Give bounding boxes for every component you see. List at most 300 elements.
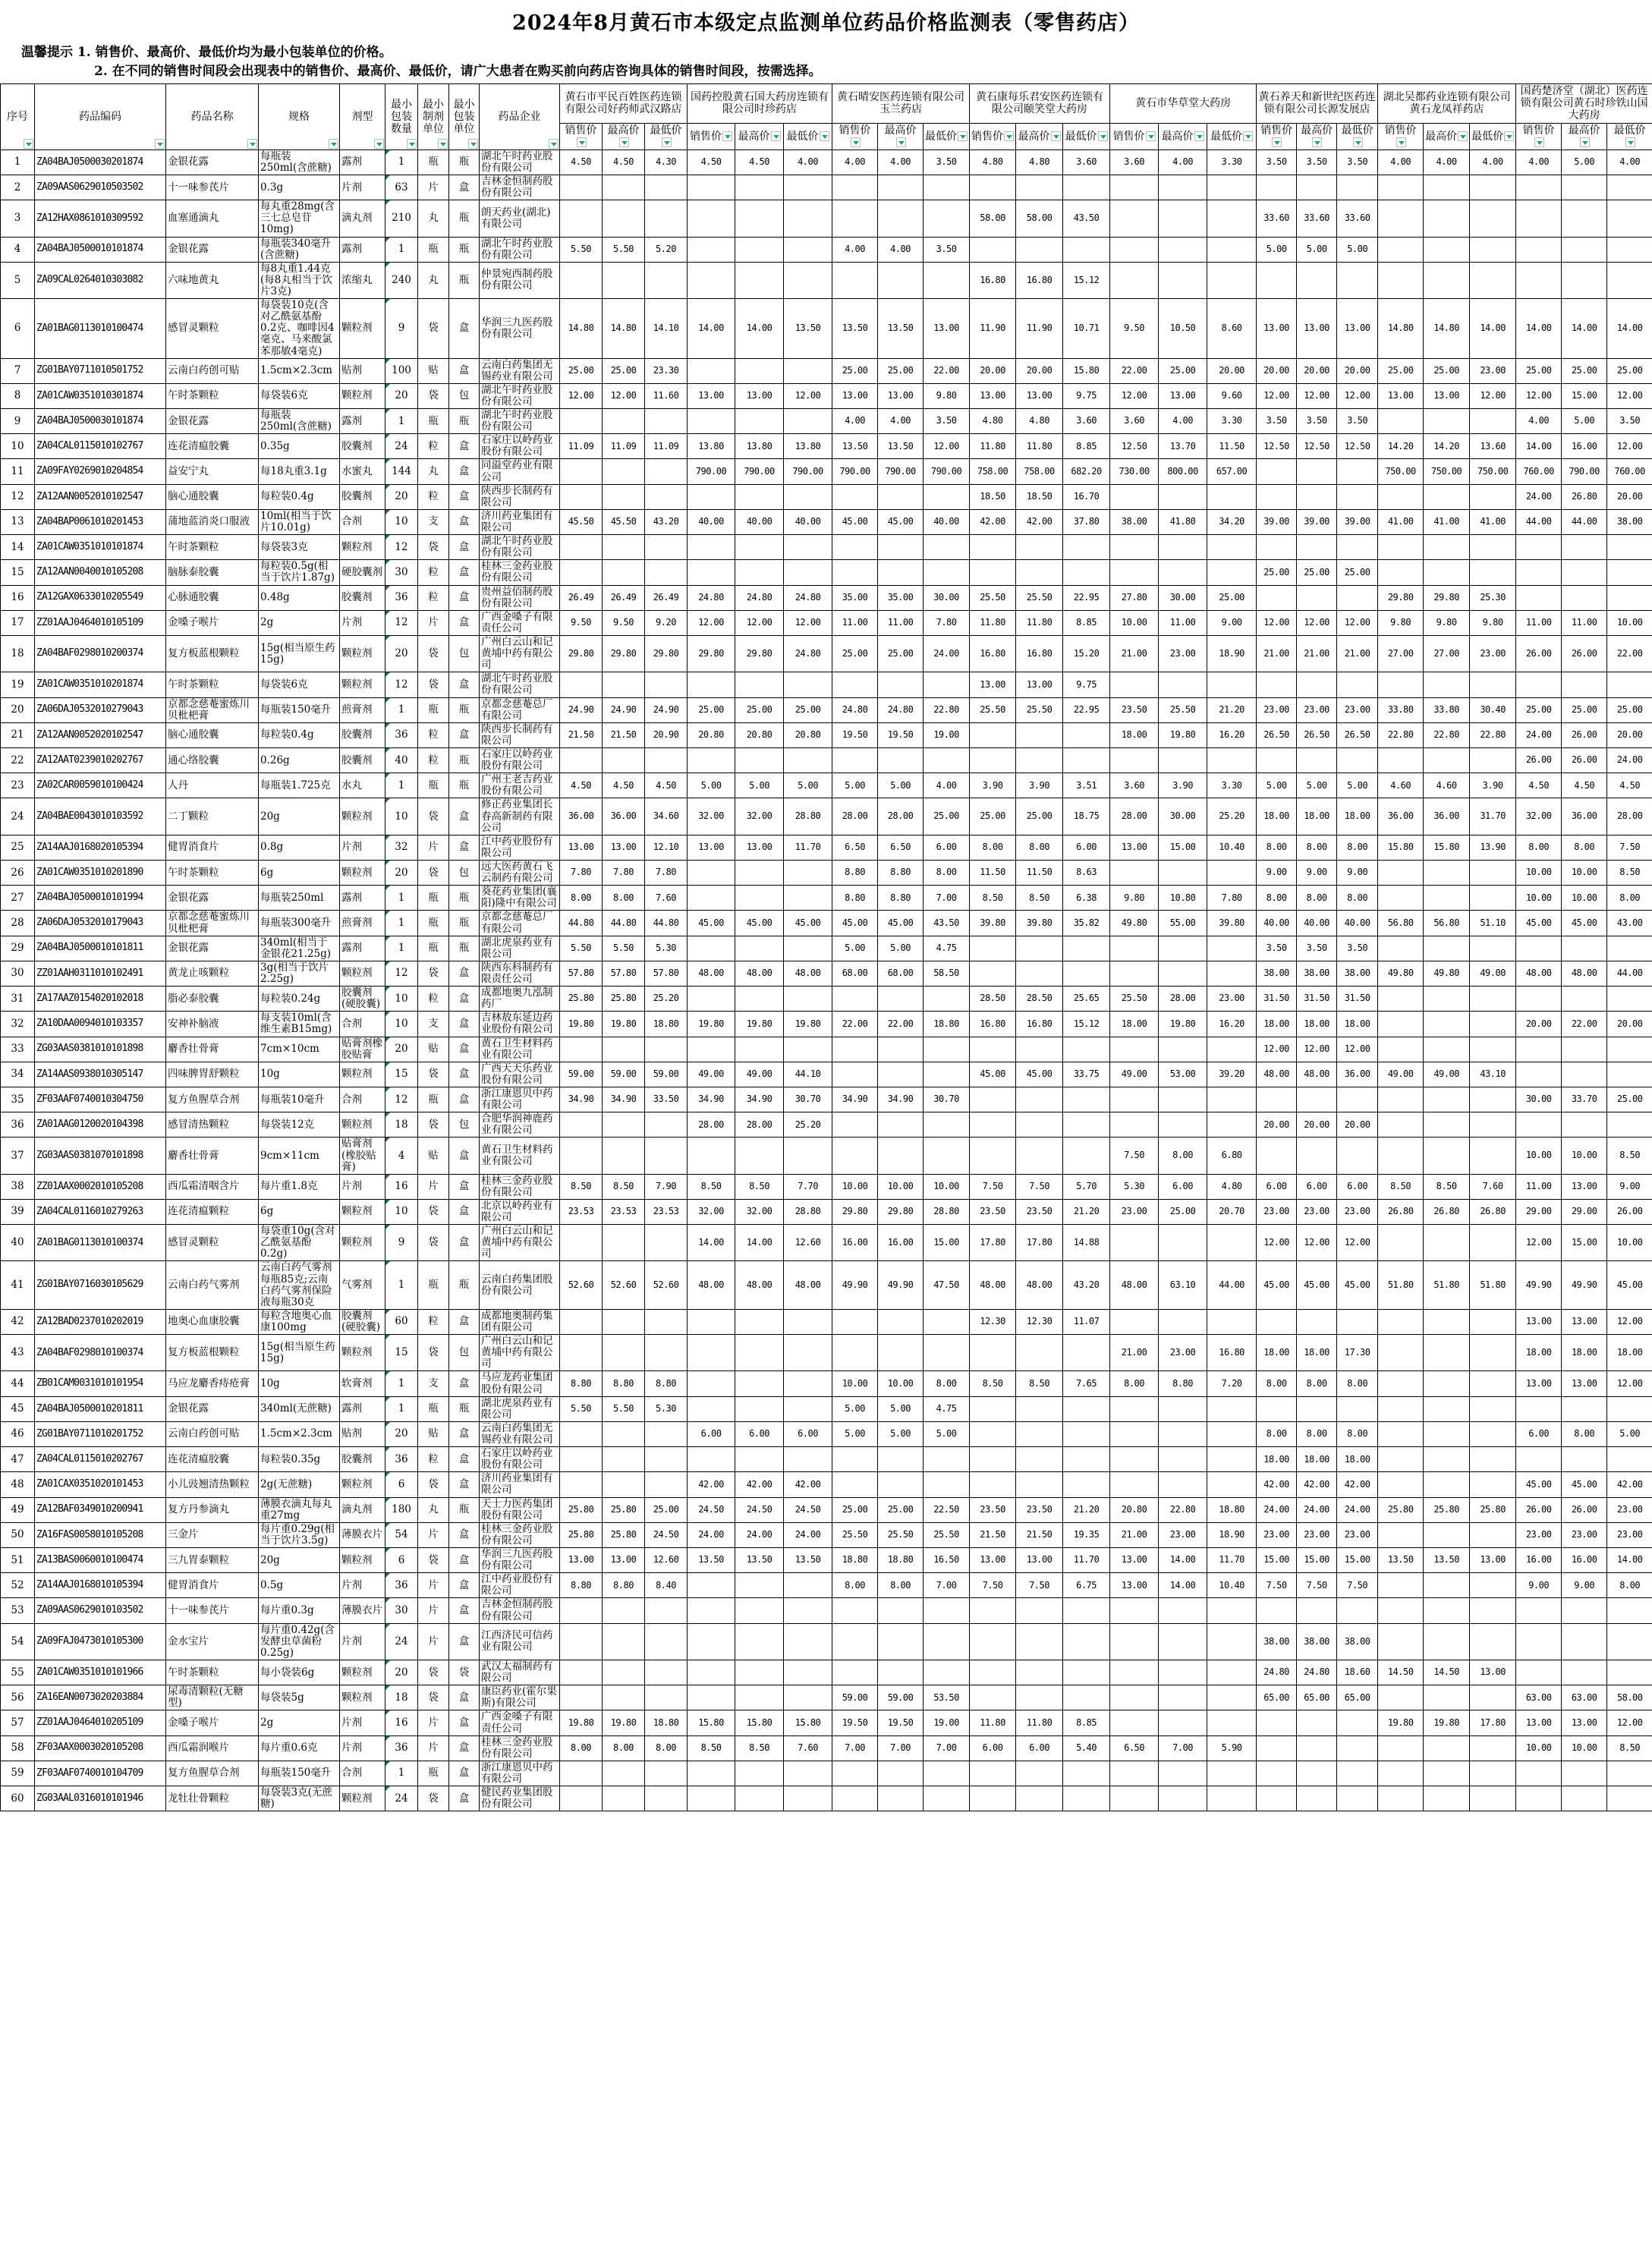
cell-dosage-form[interactable]: 浓缩丸 — [340, 262, 385, 298]
price-cell[interactable]: 36.00 — [1378, 798, 1424, 835]
cell-dosage-form[interactable]: 片剂 — [340, 1710, 385, 1735]
price-cell[interactable] — [1607, 535, 1652, 560]
price-cell[interactable]: 45.00 — [832, 509, 878, 534]
price-cell[interactable]: 12.00 — [1297, 383, 1337, 408]
price-cell[interactable] — [1470, 1786, 1516, 1811]
cell-company[interactable]: 湖北午时药业股份有限公司 — [480, 149, 560, 175]
cell-drug-code[interactable]: ZA09FAY0269010204854 — [35, 459, 166, 484]
cell-min-prep-unit[interactable]: 丸 — [418, 459, 449, 484]
price-cell[interactable] — [1297, 748, 1337, 773]
cell-seq[interactable]: 11 — [1, 459, 35, 484]
price-cell[interactable] — [832, 484, 878, 509]
price-cell[interactable]: 12.00 — [1337, 1037, 1378, 1062]
cell-min-pack-unit[interactable]: 瓶 — [449, 911, 480, 936]
cell-min-pack-qty[interactable]: 36 — [385, 722, 418, 747]
cell-company[interactable]: 广州白云山和记黄埔中药有限公司 — [480, 636, 560, 672]
cell-company[interactable]: 武汉太福制药有限公司 — [480, 1660, 560, 1685]
price-cell[interactable]: 33.60 — [1297, 200, 1337, 237]
price-cell[interactable]: 23.00 — [1297, 1522, 1337, 1547]
cell-min-pack-unit[interactable]: 瓶 — [449, 886, 480, 911]
price-cell[interactable]: 8.00 — [1257, 835, 1297, 860]
price-cell[interactable] — [735, 1786, 784, 1811]
price-cell[interactable]: 19.50 — [878, 722, 924, 747]
price-cell[interactable] — [1378, 560, 1424, 585]
price-cell[interactable]: 790.00 — [878, 459, 924, 484]
price-cell[interactable] — [1016, 1138, 1063, 1174]
price-cell[interactable]: 16.80 — [1016, 262, 1063, 298]
price-cell[interactable] — [832, 535, 878, 560]
cell-min-prep-unit[interactable]: 贴 — [418, 1037, 449, 1062]
price-cell[interactable] — [832, 1112, 878, 1138]
cell-min-pack-qty[interactable]: 18 — [385, 1112, 418, 1138]
price-cell[interactable]: 57.80 — [645, 961, 688, 986]
price-cell[interactable]: 47.50 — [924, 1261, 970, 1309]
price-cell[interactable]: 23.00 — [1297, 697, 1337, 722]
cell-drug-name[interactable]: 脑心通胶囊 — [166, 484, 259, 509]
price-cell[interactable] — [924, 484, 970, 509]
cell-dosage-form[interactable]: 薄膜衣片 — [340, 1522, 385, 1547]
price-cell[interactable]: 26.00 — [1516, 636, 1562, 672]
price-cell[interactable] — [1424, 860, 1470, 885]
cell-company[interactable]: 吉林金恒制药股份有限公司 — [480, 175, 560, 200]
price-cell[interactable]: 25.80 — [1424, 1497, 1470, 1522]
price-cell[interactable]: 4.50 — [603, 149, 645, 175]
price-cell[interactable]: 7.80 — [924, 610, 970, 635]
price-cell[interactable] — [924, 1309, 970, 1334]
price-cell[interactable] — [688, 1447, 735, 1472]
price-cell[interactable]: 34.90 — [688, 1087, 735, 1112]
price-cell[interactable]: 13.60 — [1470, 434, 1516, 459]
price-cell[interactable]: 25.20 — [1207, 798, 1257, 835]
price-cell[interactable]: 11.07 — [1063, 1309, 1110, 1334]
price-cell[interactable] — [1562, 1447, 1607, 1472]
cell-drug-code[interactable]: ZA01CAW0351010101874 — [35, 535, 166, 560]
price-cell[interactable]: 45.00 — [1607, 1261, 1652, 1309]
cell-seq[interactable]: 10 — [1, 434, 35, 459]
price-cell[interactable]: 8.50 — [603, 1174, 645, 1199]
price-cell[interactable]: 10.00 — [1562, 1138, 1607, 1174]
price-cell[interactable] — [1016, 1421, 1063, 1446]
price-cell[interactable] — [1337, 459, 1378, 484]
price-cell[interactable]: 63.00 — [1562, 1685, 1607, 1710]
cell-min-prep-unit[interactable]: 粒 — [418, 722, 449, 747]
cell-seq[interactable]: 53 — [1, 1598, 35, 1623]
cell-min-pack-qty[interactable]: 1 — [385, 697, 418, 722]
cell-min-prep-unit[interactable]: 片 — [418, 610, 449, 635]
price-cell[interactable] — [970, 237, 1016, 262]
price-cell[interactable]: 12.00 — [784, 383, 832, 408]
price-cell[interactable] — [878, 1786, 924, 1811]
price-cell[interactable] — [1159, 560, 1207, 585]
price-cell[interactable]: 42.00 — [1257, 1472, 1297, 1497]
price-cell[interactable]: 5.00 — [1562, 149, 1607, 175]
price-cell[interactable] — [1063, 1472, 1110, 1497]
cell-min-pack-qty[interactable]: 20 — [385, 860, 418, 885]
price-cell[interactable]: 23.00 — [1607, 1522, 1652, 1547]
price-cell[interactable]: 22.00 — [832, 1012, 878, 1037]
price-cell[interactable]: 15.80 — [1378, 835, 1424, 860]
price-cell[interactable]: 25.00 — [970, 798, 1016, 835]
price-cell[interactable]: 5.00 — [878, 936, 924, 961]
price-cell[interactable]: 5.50 — [560, 237, 603, 262]
price-cell[interactable]: 24.80 — [832, 697, 878, 722]
price-cell[interactable] — [1516, 672, 1562, 697]
price-cell[interactable]: 10.71 — [1063, 299, 1110, 359]
cell-min-pack-unit[interactable]: 瓶 — [449, 262, 480, 298]
price-cell[interactable]: 16.00 — [1562, 1548, 1607, 1573]
cell-min-pack-unit[interactable]: 瓶 — [449, 697, 480, 722]
price-cell[interactable]: 3.50 — [1257, 409, 1297, 434]
cell-dosage-form[interactable]: 片剂 — [340, 1573, 385, 1598]
price-cell[interactable] — [1470, 936, 1516, 961]
price-cell[interactable]: 13.00 — [970, 383, 1016, 408]
price-cell[interactable]: 19.35 — [1063, 1522, 1110, 1547]
price-cell[interactable] — [878, 1598, 924, 1623]
price-cell[interactable] — [1378, 987, 1424, 1012]
price-cell[interactable]: 11.09 — [645, 434, 688, 459]
cell-min-pack-qty[interactable]: 32 — [385, 835, 418, 860]
cell-min-pack-qty[interactable]: 36 — [385, 585, 418, 610]
price-cell[interactable] — [832, 672, 878, 697]
price-cell[interactable]: 22.00 — [1562, 1012, 1607, 1037]
price-cell[interactable]: 10.00 — [1562, 1735, 1607, 1761]
cell-spec[interactable]: 每瓶装1.725克 — [259, 773, 340, 798]
price-cell[interactable] — [832, 1660, 878, 1685]
price-cell[interactable]: 43.20 — [645, 509, 688, 534]
cell-min-pack-qty[interactable]: 1 — [385, 237, 418, 262]
cell-company[interactable]: 江西济民可信药业有限公司 — [480, 1623, 560, 1660]
cell-min-prep-unit[interactable]: 瓶 — [418, 1261, 449, 1309]
price-cell[interactable]: 8.00 — [1257, 1421, 1297, 1446]
price-cell[interactable]: 68.00 — [832, 961, 878, 986]
price-cell[interactable] — [1516, 1786, 1562, 1811]
price-cell[interactable]: 10.00 — [1516, 886, 1562, 911]
price-cell[interactable] — [645, 1447, 688, 1472]
price-cell[interactable]: 24.90 — [603, 697, 645, 722]
price-cell[interactable] — [1257, 1735, 1297, 1761]
price-cell[interactable]: 13.50 — [832, 434, 878, 459]
cell-min-pack-qty[interactable]: 15 — [385, 1335, 418, 1371]
price-cell[interactable] — [1207, 1761, 1257, 1786]
cell-min-pack-unit[interactable]: 盒 — [449, 175, 480, 200]
cell-min-pack-unit[interactable]: 盒 — [449, 1735, 480, 1761]
price-cell[interactable]: 14.88 — [1063, 1225, 1110, 1261]
price-cell[interactable]: 9.80 — [924, 383, 970, 408]
price-cell[interactable]: 11.09 — [603, 434, 645, 459]
price-cell[interactable]: 6.50 — [1110, 1735, 1159, 1761]
price-cell[interactable] — [1159, 672, 1207, 697]
cell-dosage-form[interactable]: 胶囊剂(硬胶囊) — [340, 1309, 385, 1334]
price-cell[interactable]: 23.50 — [970, 1497, 1016, 1522]
price-cell[interactable]: 14.80 — [560, 299, 603, 359]
price-cell[interactable] — [735, 1138, 784, 1174]
cell-spec[interactable]: 每粒装0.35g — [259, 1447, 340, 1472]
price-cell[interactable] — [688, 1037, 735, 1062]
price-cell[interactable] — [735, 1447, 784, 1472]
price-cell[interactable] — [784, 409, 832, 434]
cell-company[interactable]: 广西金嗓子有限责任公司 — [480, 610, 560, 635]
price-cell[interactable]: 8.00 — [1607, 1573, 1652, 1598]
price-cell[interactable]: 34.90 — [832, 1087, 878, 1112]
price-cell[interactable]: 24.00 — [1516, 722, 1562, 747]
price-cell[interactable] — [688, 936, 735, 961]
price-cell[interactable]: 790.00 — [735, 459, 784, 484]
cell-seq[interactable]: 54 — [1, 1623, 35, 1660]
price-cell[interactable] — [735, 1660, 784, 1685]
price-cell[interactable]: 22.00 — [924, 358, 970, 383]
filter-dropdown-icon[interactable] — [1396, 137, 1406, 147]
cell-min-pack-unit[interactable]: 盒 — [449, 1174, 480, 1199]
price-cell[interactable] — [688, 748, 735, 773]
price-cell[interactable]: 11.00 — [1562, 610, 1607, 635]
price-cell[interactable]: 3.50 — [1257, 149, 1297, 175]
price-cell[interactable]: 5.00 — [832, 1421, 878, 1446]
price-cell[interactable]: 758.00 — [1016, 459, 1063, 484]
cell-drug-name[interactable]: 马应龙麝香痔疮膏 — [166, 1371, 259, 1396]
price-cell[interactable] — [603, 1037, 645, 1062]
price-cell[interactable]: 18.00 — [1110, 722, 1159, 747]
price-cell[interactable] — [1159, 1623, 1207, 1660]
price-cell[interactable]: 26.50 — [1337, 722, 1378, 747]
cell-min-pack-unit[interactable]: 盒 — [449, 610, 480, 635]
price-cell[interactable]: 750.00 — [1470, 459, 1516, 484]
price-cell[interactable]: 30.00 — [924, 585, 970, 610]
price-cell[interactable]: 10.80 — [1159, 886, 1207, 911]
price-cell[interactable]: 657.00 — [1207, 459, 1257, 484]
price-cell[interactable] — [1562, 936, 1607, 961]
price-cell[interactable] — [1257, 585, 1297, 610]
price-cell[interactable] — [1424, 1421, 1470, 1446]
price-cell[interactable]: 38.00 — [1337, 961, 1378, 986]
price-cell[interactable] — [688, 1598, 735, 1623]
price-cell[interactable]: 25.00 — [878, 1497, 924, 1522]
cell-drug-code[interactable]: ZZ01AAH0311010102491 — [35, 961, 166, 986]
cell-seq[interactable]: 13 — [1, 509, 35, 534]
price-cell[interactable]: 7.50 — [1297, 1573, 1337, 1598]
price-cell[interactable]: 28.80 — [784, 1199, 832, 1224]
price-cell[interactable]: 9.50 — [603, 610, 645, 635]
price-cell[interactable] — [1207, 961, 1257, 986]
price-cell[interactable]: 25.80 — [560, 1497, 603, 1522]
cell-min-prep-unit[interactable]: 瓶 — [418, 697, 449, 722]
price-cell[interactable]: 21.50 — [1016, 1522, 1063, 1547]
price-cell[interactable]: 45.00 — [1016, 1062, 1063, 1087]
price-cell[interactable] — [560, 560, 603, 585]
price-cell[interactable]: 6.00 — [1516, 1421, 1562, 1446]
price-cell[interactable] — [1016, 1335, 1063, 1371]
cell-drug-name[interactable]: 连花清瘟胶囊 — [166, 1447, 259, 1472]
price-cell[interactable]: 27.80 — [1110, 585, 1159, 610]
cell-seq[interactable]: 60 — [1, 1786, 35, 1811]
price-cell[interactable] — [1607, 987, 1652, 1012]
price-cell[interactable] — [1297, 1710, 1337, 1735]
price-cell[interactable] — [1016, 1623, 1063, 1660]
price-cell[interactable] — [1016, 237, 1063, 262]
price-cell[interactable]: 21.20 — [1063, 1497, 1110, 1522]
cell-min-prep-unit[interactable]: 袋 — [418, 1225, 449, 1261]
cell-dosage-form[interactable]: 胶囊剂 — [340, 748, 385, 773]
cell-drug-name[interactable]: 复方鱼腥草合剂 — [166, 1761, 259, 1786]
cell-min-pack-unit[interactable]: 盒 — [449, 1037, 480, 1062]
cell-spec[interactable]: 每袋装6克 — [259, 672, 340, 697]
price-cell[interactable] — [1159, 262, 1207, 298]
price-cell[interactable] — [970, 961, 1016, 986]
price-cell[interactable]: 6.00 — [1016, 1735, 1063, 1761]
price-cell[interactable]: 35.00 — [832, 585, 878, 610]
price-cell[interactable]: 48.00 — [688, 961, 735, 986]
cell-spec[interactable]: 薄膜衣滴丸每丸重27mg — [259, 1497, 340, 1522]
price-cell[interactable]: 4.00 — [924, 773, 970, 798]
price-cell[interactable]: 760.00 — [1607, 459, 1652, 484]
price-cell[interactable] — [735, 535, 784, 560]
cell-company[interactable]: 云南白药集团无锡药业有限公司 — [480, 1421, 560, 1446]
price-cell[interactable]: 7.70 — [784, 1174, 832, 1199]
price-cell[interactable]: 15.00 — [924, 1225, 970, 1261]
price-cell[interactable] — [1607, 262, 1652, 298]
cell-drug-code[interactable]: ZA01BAG0113010100374 — [35, 1225, 166, 1261]
price-cell[interactable]: 4.50 — [1516, 773, 1562, 798]
price-cell[interactable] — [1607, 175, 1652, 200]
price-cell[interactable] — [560, 459, 603, 484]
price-cell[interactable]: 25.00 — [1337, 560, 1378, 585]
cell-min-pack-unit[interactable]: 盒 — [449, 535, 480, 560]
price-cell[interactable]: 48.00 — [1516, 961, 1562, 986]
price-cell[interactable]: 6.75 — [1063, 1573, 1110, 1598]
price-cell[interactable] — [784, 358, 832, 383]
cell-spec[interactable]: 每袋装3克(无蔗糖) — [259, 1786, 340, 1811]
price-cell[interactable]: 29.80 — [645, 636, 688, 672]
price-cell[interactable]: 5.40 — [1063, 1735, 1110, 1761]
price-cell[interactable] — [1257, 748, 1297, 773]
price-cell[interactable]: 48.00 — [735, 1261, 784, 1309]
price-cell[interactable] — [1562, 560, 1607, 585]
price-cell[interactable]: 20.00 — [1607, 484, 1652, 509]
cell-dosage-form[interactable]: 片剂 — [340, 175, 385, 200]
price-cell[interactable] — [735, 860, 784, 885]
price-cell[interactable]: 23.00 — [1159, 1522, 1207, 1547]
price-cell[interactable]: 7.50 — [970, 1573, 1016, 1598]
cell-spec[interactable]: 每瓶装150毫升 — [259, 697, 340, 722]
price-cell[interactable] — [1378, 936, 1424, 961]
price-cell[interactable] — [1470, 1623, 1516, 1660]
price-cell[interactable]: 14.00 — [735, 1225, 784, 1261]
price-cell[interactable]: 25.80 — [1378, 1497, 1424, 1522]
price-cell[interactable]: 12.00 — [1257, 383, 1297, 408]
cell-spec[interactable]: 9cm×11cm — [259, 1138, 340, 1174]
cell-drug-name[interactable]: 安神补脑液 — [166, 1012, 259, 1037]
price-cell[interactable] — [784, 1685, 832, 1710]
price-cell[interactable]: 15.00 — [1337, 1548, 1378, 1573]
price-cell[interactable]: 13.00 — [1516, 1309, 1562, 1334]
price-cell[interactable]: 4.75 — [924, 1396, 970, 1421]
cell-spec[interactable]: 每袋装6克 — [259, 383, 340, 408]
cell-drug-name[interactable]: 金银花露 — [166, 936, 259, 961]
price-cell[interactable]: 6.00 — [784, 1421, 832, 1446]
cell-min-pack-qty[interactable]: 40 — [385, 748, 418, 773]
price-cell[interactable]: 16.80 — [1016, 1012, 1063, 1037]
price-cell[interactable]: 15.00 — [1257, 1548, 1297, 1573]
price-cell[interactable]: 25.00 — [603, 358, 645, 383]
price-cell[interactable] — [1562, 1623, 1607, 1660]
price-cell[interactable] — [1378, 1761, 1424, 1786]
cell-min-pack-unit[interactable]: 包 — [449, 1112, 480, 1138]
price-cell[interactable]: 25.00 — [560, 358, 603, 383]
price-cell[interactable]: 10.00 — [878, 1174, 924, 1199]
price-cell[interactable]: 13.00 — [1562, 1710, 1607, 1735]
cell-company[interactable]: 黄石卫生材料药业有限公司 — [480, 1037, 560, 1062]
price-cell[interactable] — [1110, 1225, 1159, 1261]
price-cell[interactable]: 21.00 — [1257, 636, 1297, 672]
price-cell[interactable]: 10.40 — [1207, 1573, 1257, 1598]
price-cell[interactable]: 40.00 — [688, 509, 735, 534]
cell-min-prep-unit[interactable]: 袋 — [418, 1472, 449, 1497]
price-cell[interactable]: 25.50 — [924, 1522, 970, 1547]
price-cell[interactable]: 9.75 — [1063, 383, 1110, 408]
cell-spec[interactable]: 2g(无蔗糖) — [259, 1472, 340, 1497]
price-cell[interactable]: 26.00 — [1516, 748, 1562, 773]
cell-min-prep-unit[interactable]: 粒 — [418, 987, 449, 1012]
price-cell[interactable]: 12.00 — [560, 383, 603, 408]
cell-drug-code[interactable]: ZA04BAF0298010100374 — [35, 1335, 166, 1371]
price-cell[interactable] — [1470, 1761, 1516, 1786]
price-cell[interactable]: 12.00 — [603, 383, 645, 408]
price-cell[interactable]: 26.49 — [603, 585, 645, 610]
price-cell[interactable]: 13.50 — [1424, 1548, 1470, 1573]
cell-min-prep-unit[interactable]: 瓶 — [418, 409, 449, 434]
cell-drug-name[interactable]: 脑脉泰胶囊 — [166, 560, 259, 585]
price-cell[interactable] — [1207, 1396, 1257, 1421]
cell-drug-code[interactable]: ZA01CAW0351010201874 — [35, 672, 166, 697]
price-cell[interactable]: 13.00 — [832, 383, 878, 408]
price-cell[interactable]: 13.70 — [1159, 434, 1207, 459]
price-cell[interactable]: 12.00 — [784, 610, 832, 635]
price-cell[interactable] — [924, 1037, 970, 1062]
cell-drug-name[interactable]: 健胃消食片 — [166, 1573, 259, 1598]
price-cell[interactable] — [603, 262, 645, 298]
price-cell[interactable]: 8.50 — [1378, 1174, 1424, 1199]
price-cell[interactable] — [784, 1396, 832, 1421]
price-cell[interactable]: 8.80 — [560, 1573, 603, 1598]
price-cell[interactable] — [878, 672, 924, 697]
price-cell[interactable] — [784, 1309, 832, 1334]
price-cell[interactable] — [688, 1685, 735, 1710]
price-cell[interactable] — [645, 1472, 688, 1497]
price-cell[interactable]: 10.00 — [1110, 610, 1159, 635]
price-cell[interactable]: 4.75 — [924, 936, 970, 961]
cell-company[interactable]: 湖北午时药业股份有限公司 — [480, 383, 560, 408]
cell-min-prep-unit[interactable]: 袋 — [418, 1112, 449, 1138]
price-cell[interactable] — [1378, 1335, 1424, 1371]
price-cell[interactable]: 18.00 — [1257, 1447, 1297, 1472]
cell-seq[interactable]: 45 — [1, 1396, 35, 1421]
price-cell[interactable]: 13.00 — [1562, 1371, 1607, 1396]
price-cell[interactable]: 12.00 — [1607, 1371, 1652, 1396]
price-cell[interactable]: 3.50 — [1337, 409, 1378, 434]
price-cell[interactable] — [645, 1037, 688, 1062]
price-cell[interactable] — [1562, 1786, 1607, 1811]
price-cell[interactable]: 8.00 — [970, 835, 1016, 860]
cell-seq[interactable]: 52 — [1, 1573, 35, 1598]
price-cell[interactable]: 9.80 — [1378, 610, 1424, 635]
cell-drug-name[interactable]: 感冒灵颗粒 — [166, 299, 259, 359]
price-cell[interactable]: 19.80 — [1378, 1710, 1424, 1735]
cell-seq[interactable]: 31 — [1, 987, 35, 1012]
price-cell[interactable]: 48.00 — [1257, 1062, 1297, 1087]
price-cell[interactable] — [1378, 1786, 1424, 1811]
price-cell[interactable] — [560, 1660, 603, 1685]
price-cell[interactable]: 14.00 — [1607, 1548, 1652, 1573]
price-cell[interactable]: 8.85 — [1063, 1710, 1110, 1735]
